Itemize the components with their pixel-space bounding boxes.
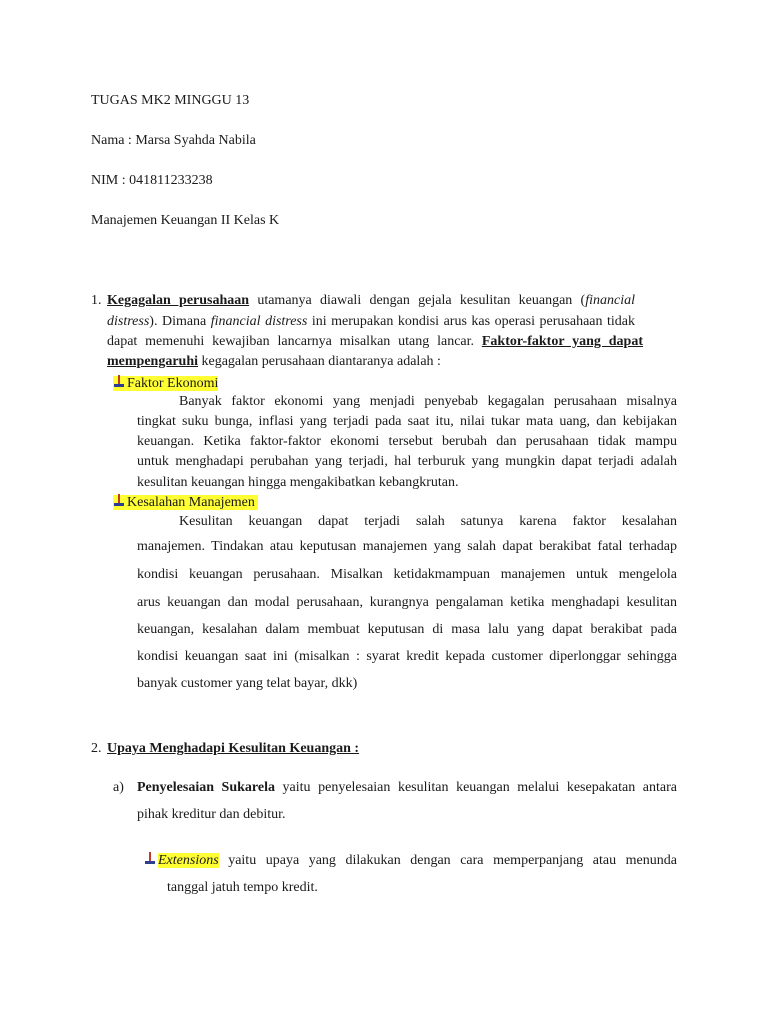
bullet-faktor-ekonomi: Faktor Ekonomi — [113, 375, 218, 393]
section1-para-line3: dapat memenuhi kewajiban lancarnya misalkan utang lancar. Faktor-faktor yang dapat — [107, 334, 644, 349]
bullet-arrow-icon — [144, 852, 156, 866]
b2-line4: arus keuangan dan modal perusahaan, kurangnya pengalaman ketika menghadapi kesulitan — [137, 595, 677, 610]
b2-line5: keuangan, kesalahan dalam membuat keputusan di masa lalu yang dapat berakibat pada — [137, 622, 677, 637]
student-nim: NIM : 041811233238 — [91, 173, 213, 188]
bullet-kesalahan-manajemen: Kesalahan Manajemen — [113, 494, 258, 512]
extensions-line2: tanggal jatuh tempo kredit. — [167, 880, 318, 895]
section2-number: 2. — [91, 741, 102, 756]
b2-line7: banyak customer yang telat bayar, dkk) — [137, 676, 358, 691]
section1-para-line4: mempengaruhi kegagalan perusahaan diantaranya adalah : — [107, 354, 441, 369]
bullet-arrow-icon — [113, 375, 125, 389]
b1-line3: keuangan. Ketika faktor-faktor ekonomi tersebut berubah dan perusahaan tidak mampu — [137, 434, 677, 449]
section1-number: 1. — [91, 293, 102, 308]
course-name: Manajemen Keuangan II Kelas K — [91, 213, 280, 228]
item-a-label: a) — [113, 780, 124, 795]
extensions-line1: Extensions yaitu upaya yang dilakukan dengan cara memperpanjang atau menunda — [144, 852, 677, 870]
item-a-line2: pihak kreditur dan debitur. — [137, 807, 286, 822]
b1-line5: kesulitan keuangan hingga mengakibatkan kebangkrutan. — [137, 475, 459, 490]
b2-line3: kondisi keuangan perusahaan. Misalkan ketidakmampuan manajemen untuk mengelola — [137, 567, 677, 582]
term-kegagalan: Kegagalan perusahaan — [107, 293, 250, 308]
section1-para-line1: Kegagalan perusahaan utamanya diawali dengan gejala kesulitan keuangan (financial — [107, 293, 635, 308]
section1-para-line2: distress). Dimana financial distress ini merupakan kondisi arus kas operasi perusahaan tidak — [107, 314, 635, 329]
assignment-title: TUGAS MK2 MINGGU 13 — [91, 93, 250, 108]
b2-line6: kondisi keuangan saat ini (misalkan : syarat kredit kepada customer diperlonggar sehingga — [137, 649, 677, 664]
section2-heading: Upaya Menghadapi Kesulitan Keuangan : — [107, 741, 360, 756]
b1-line4: untuk menghadapi perubahan yang terjadi, hal terburuk yang mungkin dapat terjadi adalah — [137, 454, 677, 469]
student-name: Nama : Marsa Syahda Nabila — [91, 133, 256, 148]
b1-line1: Banyak faktor ekonomi yang menjadi penyebab kegagalan perusahaan misalnya — [179, 394, 677, 409]
b1-line2: tingkat suku bunga, inflasi yang terjadi pada saat itu, nilai tukar mata uang, dan kebijakan — [137, 414, 677, 429]
b2-line2: manajemen. Tindakan atau keputusan manajemen yang salah dapat berakibat fatal terhadap — [137, 539, 677, 554]
bullet-arrow-icon — [113, 494, 125, 508]
item-a-line1: Penyelesaian Sukarela yaitu penyelesaian kesulitan keuangan melalui kesepakatan antara — [137, 780, 677, 795]
b2-line1: Kesulitan keuangan dapat terjadi salah satunya karena faktor kesalahan — [179, 514, 677, 529]
